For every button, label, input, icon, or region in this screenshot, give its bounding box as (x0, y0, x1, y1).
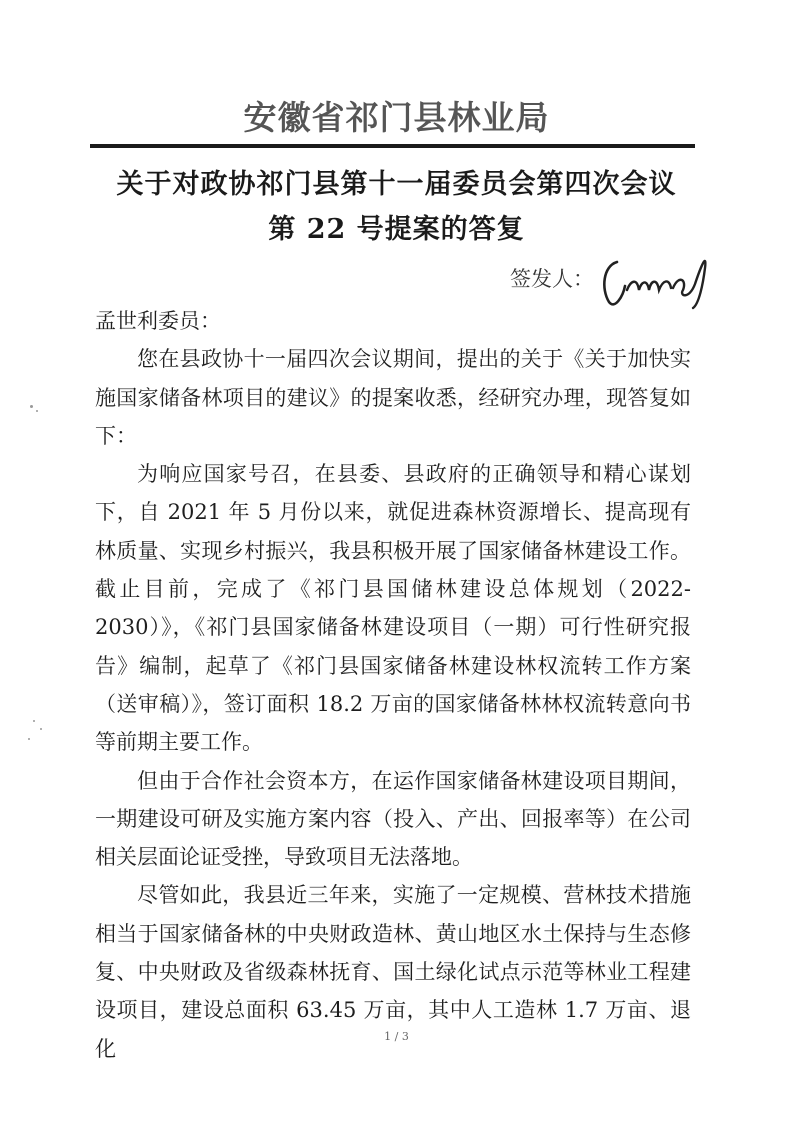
letter-body (95, 302, 691, 1068)
body-paragraph: 但由于合作社会资本方，在运作国家储备林建设项目期间，一期建设可研及实施方案内容（投入、产出、回报率等）在公司相关层面论证受挫，导致项目无法落地。 (95, 768, 691, 870)
page-number: 1 / 3 (384, 1030, 409, 1043)
document-title-line-1: 关于对政协祁门县第十一届委员会第四次会议 (116, 169, 677, 200)
header-divider (90, 144, 695, 148)
body-paragraph: 尽管如此，我县近三年来，实施了一定规模、营林技术措施相当于国家储备林的中央财政造林、黄山地区水土保持与生态修复、中央财政及省级森林抚育、国土绿化试点示范等林业工程建设项目，建设总面积 63.45 万亩，其中人工造林 1.7 万亩、退化 (95, 883, 691, 1061)
body-paragraph: 您在县政协十一届四次会议期间，提出的关于《关于加快实施国家储备林项目的建议》的提案收悉，经研究办理，现答复如下： (95, 347, 691, 448)
salutation: 孟世利委员： (95, 309, 221, 333)
document-title-line-2: 第 22 号提案的答复 (268, 214, 525, 245)
issuing-organization: 安徽省祁门县林业局 (243, 98, 550, 137)
body-paragraph: 为响应国家号召，在县委、县政府的正确领导和精心谋划下，自 2021 年 5 月份以来，就促进森林资源增长、提高现有林质量、实现乡村振兴，我县积极开展了国家储备林建设工作。截止目前，完成了《祁门县国储林建设总体规划（2022-2030）》，《祁门县国家储备林建设项目（一期）可行性研究报告》编制，起草了《祁门县国家储备林建设林权流转工作方案（送审稿）》，签订面积 18.2 万亩的国家储备林林权流转意向书等前期主要工作。 (95, 462, 691, 755)
signer-label: 签发人： (510, 267, 594, 291)
